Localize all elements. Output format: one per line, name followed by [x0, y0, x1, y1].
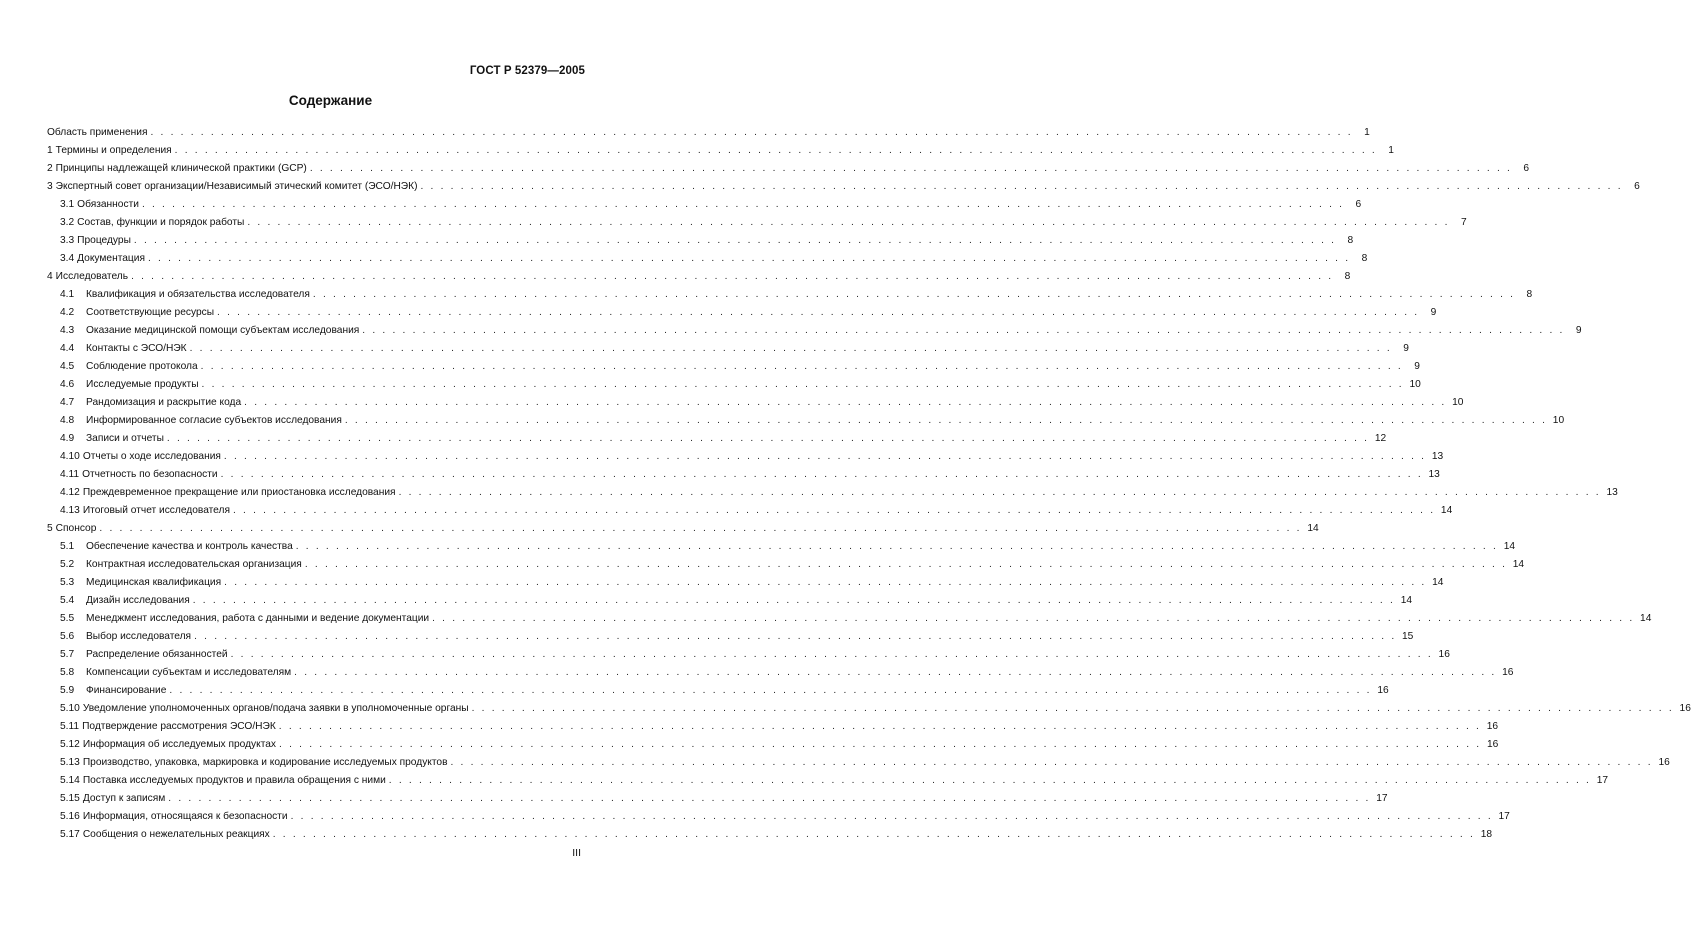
dot-leader: . . . . . . . . . . . . . . . . . . . . . . . . . . . . . . . . . . . . . . . . . . . . . . . . . . . . . . . . . . . . . . . . . . . . . . . . . . . . . . . . . . . . . . . . . . . . . . . . . . . . . . . . . . . . . . . . . . . . . . . . [294, 667, 1497, 678]
toc-entry-page: 14 [1503, 541, 1516, 552]
toc-entry-title: Документация [77, 253, 145, 264]
toc-entry-number: 3.4 [60, 253, 75, 264]
toc-entry-title: Дизайн исследования [86, 595, 190, 606]
toc-entry-page: 14 [1400, 595, 1413, 606]
dot-leader: . . . . . . . . . . . . . . . . . . . . . . . . . . . . . . . . . . . . . . . . . . . . . . . . . . . . . . . . . . . . . . . . . . . . . . . . . . . . . . . . . . . . . . . . . . . . . . . . . . . . . . . . . . . . . . . . . . . . . . . . [168, 793, 1371, 804]
dot-leader: . . . . . . . . . . . . . . . . . . . . . . . . . . . . . . . . . . . . . . . . . . . . . . . . . . . . . . . . . . . . . . . . . . . . . . . . . . . . . . . . . . . . . . . . . . . . . . . . . . . . . . . . . . . . . . . . . . . . . . . . [309, 163, 1513, 174]
toc-entry-page: 16 [1486, 739, 1499, 750]
toc-entry-page: 14 [1307, 523, 1319, 534]
dot-leader: . . . . . . . . . . . . . . . . . . . . . . . . . . . . . . . . . . . . . . . . . . . . . . . . . . . . . . . . . . . . . . . . . . . . . . . . . . . . . . . . . . . . . . . . . . . . . . . . . . . . . . . . . . . . . . . . . . . . . . . . [141, 199, 1345, 210]
toc-entry-page: 16 [1377, 685, 1389, 696]
toc-entry-page: 6 [1523, 163, 1530, 174]
toc-entry-number: 4.5 [60, 361, 75, 372]
toc-entry-title: Сообщения о нежелательных реакциях [82, 829, 270, 840]
toc-entry-number: 4.9 [60, 433, 75, 444]
toc-entry-number: 5.16 [60, 811, 80, 822]
toc-entry-page: 13 [1606, 487, 1618, 498]
toc-entry[interactable] [47, 556, 1525, 574]
toc-entry[interactable] [47, 376, 1421, 394]
toc-entry-page: 16 [1502, 667, 1514, 678]
toc-entry-number: 5.12 [60, 739, 80, 750]
toc-entry[interactable] [47, 574, 1444, 592]
dot-leader: . . . . . . . . . . . . . . . . . . . . . . . . . . . . . . . . . . . . . . . . . . . . . . . . . . . . . . . . . . . . . . . . . . . . . . . . . . . . . . . . . . . . . . . . . . . . . . . . . . . . . . . . . . . . . . . . . . . . . . . . [247, 217, 1450, 228]
toc-entry-number: 5.7 [60, 649, 75, 660]
toc-entry-title: Принципы надлежащей клинической практики (GCP) [55, 163, 307, 174]
toc-entry-page: 18 [1480, 829, 1493, 840]
toc-entry[interactable] [47, 304, 1437, 322]
toc-entry[interactable] [47, 790, 1388, 808]
toc-entry-page: 6 [1634, 181, 1640, 192]
toc-entry-number: 5.1 [60, 541, 75, 552]
toc-entry-number: 4.1 [60, 289, 75, 300]
toc-entry-number: 5.2 [60, 559, 75, 570]
toc-entry-number: 5.11 [60, 721, 80, 732]
toc-entry[interactable] [47, 214, 1467, 232]
toc-entry-title: Оказание медицинской помощи субъектам исследования [86, 325, 360, 336]
toc-entry-page: 16 [1486, 721, 1499, 732]
toc-entry[interactable] [47, 322, 1582, 340]
toc-entry-page: 13 [1428, 469, 1440, 480]
dot-leader: . . . . . . . . . . . . . . . . . . . . . . . . . . . . . . . . . . . . . . . . . . . . . . . . . . . . . . . . . . . . . . . . . . . . . . . . . . . . . . . . . . . . . . . . . . . . . . . . . . . . . . . . . . . . . . . . . . . . . . . . [131, 271, 1334, 282]
toc-entry-title: Исследователь [55, 271, 129, 282]
dot-leader: . . . . . . . . . . . . . . . . . . . . . . . . . . . . . . . . . . . . . . . . . . . . . . . . . . . . . . . . . . . . . . . . . . . . . . . . . . . . . . . . . . . . . . . . . . . . . . . . . . . . . . . . . . . . . . . . . . . . . . . . [200, 361, 1403, 372]
dot-leader: . . . . . . . . . . . . . . . . . . . . . . . . . . . . . . . . . . . . . . . . . . . . . . . . . . . . . . . . . . . . . . . . . . . . . . . . . . . . . . . . . . . . . . . . . . . . . . . . . . . . . . . . . . . . . . . . . . . . . . . . [194, 631, 1397, 642]
toc-entry-number: 3 [47, 181, 53, 192]
dot-leader: . . . . . . . . . . . . . . . . . . . . . . . . . . . . . . . . . . . . . . . . . . . . . . . . . . . . . . . . . . . . . . . . . . . . . . . . . . . . . . . . . . . . . . . . . . . . . . . . . . . . . . . . . . . . . . . . . . . . . . . . [432, 613, 1635, 624]
toc-entry[interactable] [47, 124, 1370, 142]
toc-entry[interactable] [47, 268, 1351, 286]
toc-entry-page: 1 [1388, 145, 1394, 156]
toc-entry-title: Состав, функции и порядок работы [77, 217, 245, 228]
dot-leader: . . . . . . . . . . . . . . . . . . . . . . . . . . . . . . . . . . . . . . . . . . . . . . . . . . . . . . . . . . . . . . . . . . . . . . . . . . . . . . . . . . . . . . . . . . . . . . . . . . . . . . . . . . . . . . . . . . . . . . . . [192, 595, 1396, 606]
toc-entry[interactable] [47, 250, 1368, 268]
dot-leader: . . . . . . . . . . . . . . . . . . . . . . . . . . . . . . . . . . . . . . . . . . . . . . . . . . . . . . . . . . . . . . . . . . . . . . . . . . . . . . . . . . . . . . . . . . . . . . . . . . . . . . . . . . . . . . . . . . . . . . . . [362, 325, 1565, 336]
dot-leader: . . . . . . . . . . . . . . . . . . . . . . . . . . . . . . . . . . . . . . . . . . . . . . . . . . . . . . . . . . . . . . . . . . . . . . . . . . . . . . . . . . . . . . . . . . . . . . . . . . . . . . . . . . . . . . . . . . . . . . . . [244, 397, 1447, 408]
toc-entry[interactable] [47, 772, 1609, 790]
toc-entry[interactable] [47, 826, 1493, 844]
toc-entry-title: Контрактная исследовательская организация [86, 559, 302, 570]
toc-entry[interactable] [47, 232, 1354, 250]
toc-entry[interactable] [47, 700, 1691, 718]
toc-entry[interactable] [47, 736, 1499, 754]
toc-entry[interactable] [47, 178, 1640, 196]
toc-entry-title: Информированное согласие субъектов исследования [86, 415, 342, 426]
toc-entry-number: 4.4 [60, 343, 75, 354]
toc-entry-page: 13 [1431, 451, 1444, 462]
toc-entry-title: Менеджмент исследования, работа с данными и ведение документации [86, 613, 430, 624]
toc-entry-number: 5.9 [60, 685, 75, 696]
toc-entry[interactable] [47, 196, 1362, 214]
toc-entry-page: 15 [1402, 631, 1414, 642]
toc-entry-title: Спонсор [55, 523, 97, 534]
toc-entry-page: 16 [1658, 757, 1670, 768]
toc-entry-page: 7 [1460, 217, 1467, 228]
toc-entry-title: Обязанности [77, 199, 139, 210]
toc-entry[interactable] [47, 682, 1389, 700]
toc-entry[interactable] [47, 160, 1530, 178]
toc-entry[interactable] [47, 412, 1565, 430]
toc-entry-title: Медицинская квалификация [86, 577, 222, 588]
dot-leader: . . . . . . . . . . . . . . . . . . . . . . . . . . . . . . . . . . . . . . . . . . . . . . . . . . . . . . . . . . . . . . . . . . . . . . . . . . . . . . . . . . . . . . . . . . . . . . . . . . . . . . . . . . . . . . . . . . . . . . . . [201, 379, 1404, 390]
toc-entry-page: 17 [1376, 793, 1388, 804]
dot-leader: . . . . . . . . . . . . . . . . . . . . . . . . . . . . . . . . . . . . . . . . . . . . . . . . . . . . . . . . . . . . . . . . . . . . . . . . . . . . . . . . . . . . . . . . . . . . . . . . . . . . . . . . . . . . . . . . . . . . . . . . [230, 649, 1433, 660]
toc-entry[interactable] [47, 448, 1444, 466]
toc-entry[interactable] [47, 664, 1514, 682]
toc-entry-title: Соблюдение протокола [86, 361, 198, 372]
toc-entry-title: Финансирование [86, 685, 167, 696]
toc-entry-number: 4.8 [60, 415, 75, 426]
toc-entry-number: 5.14 [60, 775, 80, 786]
toc-entry-title: Подтверждение рассмотрения ЭСО/НЭК [82, 721, 276, 732]
toc-entry-page: 16 [1438, 649, 1450, 660]
toc-entry-number: 4.2 [60, 307, 75, 318]
toc-entry[interactable] [47, 340, 1409, 358]
toc-entry-title: Распределение обязанностей [86, 649, 228, 660]
toc-entry-number: 4 [47, 271, 53, 282]
toc-entry-title: Информация, относящаяся к безопасности [82, 811, 288, 822]
toc-entry-number: 4.6 [60, 379, 75, 390]
dot-leader: . . . . . . . . . . . . . . . . . . . . . . . . . . . . . . . . . . . . . . . . . . . . . . . . . . . . . . . . . . . . . . . . . . . . . . . . . . . . . . . . . . . . . . . . . . . . . . . . . . . . . . . . . . . . . . . . . . . . . . . . [166, 433, 1370, 444]
toc-title: Содержание [288, 93, 373, 108]
toc-entry[interactable] [47, 520, 1319, 538]
toc-entry-page: 6 [1355, 199, 1362, 210]
toc-entry-title: Записи и отчеты [86, 433, 164, 444]
toc-entry-title: Обеспечение качества и контроль качества [86, 541, 293, 552]
toc-entry[interactable] [47, 592, 1413, 610]
dot-leader: . . . . . . . . . . . . . . . . . . . . . . . . . . . . . . . . . . . . . . . . . . . . . . . . . . . . . . . . . . . . . . . . . . . . . . . . . . . . . . . . . . . . . . . . . . . . . . . . . . . . . . . . . . . . . . . . . . . . . . . . [147, 253, 1351, 264]
toc-entry-number: 5.17 [60, 829, 80, 840]
toc-entry-number: 4.10 [60, 451, 80, 462]
toc-entry-title: Процедуры [77, 235, 131, 246]
toc-entry-page: 16 [1679, 703, 1691, 714]
toc-entry-title: Уведомление уполномоченных органов/подача заявки в уполномоченные органы [82, 703, 469, 714]
dot-leader: . . . . . . . . . . . . . . . . . . . . . . . . . . . . . . . . . . . . . . . . . . . . . . . . . . . . . . . . . . . . . . . . . . . . . . . . . . . . . . . . . . . . . . . . . . . . . . . . . . . . . . . . . . . . . . . . . . . . . . . . [420, 181, 1623, 192]
dot-leader: . . . . . . . . . . . . . . . . . . . . . . . . . . . . . . . . . . . . . . . . . . . . . . . . . . . . . . . . . . . . . . . . . . . . . . . . . . . . . . . . . . . . . . . . . . . . . . . . . . . . . . . . . . . . . . . . . . . . . . . . [174, 145, 1377, 156]
dot-leader: . . . . . . . . . . . . . . . . . . . . . . . . . . . . . . . . . . . . . . . . . . . . . . . . . . . . . . . . . . . . . . . . . . . . . . . . . . . . . . . . . . . . . . . . . . . . . . . . . . . . . . . . . . . . . . . . . . . . . . . . [398, 487, 1601, 498]
dot-leader: . . . . . . . . . . . . . . . . . . . . . . . . . . . . . . . . . . . . . . . . . . . . . . . . . . . . . . . . . . . . . . . . . . . . . . . . . . . . . . . . . . . . . . . . . . . . . . . . . . . . . . . . . . . . . . . . . . . . . . . . [189, 343, 1392, 354]
toc-entry-number: 2 [47, 163, 53, 174]
toc-entry-number: 3.1 [60, 199, 75, 210]
toc-entry-number: 5.6 [60, 631, 75, 642]
dot-leader: . . . . . . . . . . . . . . . . . . . . . . . . . . . . . . . . . . . . . . . . . . . . . . . . . . . . . . . . . . . . . . . . . . . . . . . . . . . . . . . . . . . . . . . . . . . . . . . . . . . . . . . . . . . . . . . . . . . . . . . . [217, 307, 1420, 318]
toc-entry-title: Выбор исследователя [86, 631, 192, 642]
toc-entry[interactable] [47, 358, 1420, 376]
toc-entry-title: Отчетность по безопасности [82, 469, 218, 480]
toc-entry-page: 9 [1575, 325, 1582, 336]
toc-entry[interactable] [47, 142, 1394, 160]
dot-leader: . . . . . . . . . . . . . . . . . . . . . . . . . . . . . . . . . . . . . . . . . . . . . . . . . . . . . . . . . . . . . . . . . . . . . . . . . . . . . . . . . . . . . . . . . . . . . . . . . . . . . . . . . . . . . . . . . . . . . . . . [290, 811, 1493, 822]
toc-entry-page: 10 [1409, 379, 1421, 390]
toc-entry-number: 5.13 [60, 757, 80, 768]
document-id: ГОСТ Р 52379—2005 [469, 65, 585, 77]
toc-entry-title: Термины и определения [55, 145, 172, 156]
toc-entry-number: 5.8 [60, 667, 75, 678]
dot-leader: . . . . . . . . . . . . . . . . . . . . . . . . . . . . . . . . . . . . . . . . . . . . . . . . . . . . . . . . . . . . . . . . . . . . . . . . . . . . . . . . . . . . . . . . . . . . . . . . . . . . . . . . . . . . . . . . . . . . . . . . [471, 703, 1674, 714]
toc-entry-number: 5.10 [60, 703, 80, 714]
toc-entry[interactable] [47, 466, 1440, 484]
toc-entry-number: 5 [47, 523, 53, 534]
toc-entry-title: Соответствующие ресурсы [86, 307, 215, 318]
toc-entry-page: 12 [1374, 433, 1387, 444]
toc-entry-title: Область применения [47, 127, 148, 138]
toc-entry-title: Компенсации субъектам и исследователям [86, 667, 292, 678]
toc-entry[interactable] [47, 646, 1450, 664]
dot-leader: . . . . . . . . . . . . . . . . . . . . . . . . . . . . . . . . . . . . . . . . . . . . . . . . . . . . . . . . . . . . . . . . . . . . . . . . . . . . . . . . . . . . . . . . . . . . . . . . . . . . . . . . . . . . . . . . . . . . . . . . [388, 775, 1592, 786]
toc-entry[interactable] [47, 430, 1387, 448]
toc-entry-title: Исследуемые продукты [86, 379, 199, 390]
toc-entry-title: Информация об исследуемых продуктах [82, 739, 277, 750]
toc-entry-page: 9 [1430, 307, 1437, 318]
dot-leader: . . . . . . . . . . . . . . . . . . . . . . . . . . . . . . . . . . . . . . . . . . . . . . . . . . . . . . . . . . . . . . . . . . . . . . . . . . . . . . . . . . . . . . . . . . . . . . . . . . . . . . . . . . . . . . . . . . . . . . . . [312, 289, 1516, 300]
dot-leader: . . . . . . . . . . . . . . . . . . . . . . . . . . . . . . . . . . . . . . . . . . . . . . . . . . . . . . . . . . . . . . . . . . . . . . . . . . . . . . . . . . . . . . . . . . . . . . . . . . . . . . . . . . . . . . . . . . . . . . . . [450, 757, 1653, 768]
toc-entry-title: Квалификация и обязательства исследователя [86, 289, 310, 300]
toc-entry[interactable] [47, 610, 1652, 628]
toc-entry-number: 4.13 [60, 505, 80, 516]
toc-entry[interactable] [47, 286, 1533, 304]
toc-entry-page: 14 [1432, 577, 1444, 588]
toc-entry[interactable] [47, 484, 1618, 502]
toc-entry-number: 4.12 [60, 487, 80, 498]
toc-entry-page: 1 [1364, 127, 1370, 138]
toc-entry-title: Отчеты о ходе исследования [82, 451, 221, 462]
toc-entry-page: 17 [1596, 775, 1609, 786]
dot-leader: . . . . . . . . . . . . . . . . . . . . . . . . . . . . . . . . . . . . . . . . . . . . . . . . . . . . . . . . . . . . . . . . . . . . . . . . . . . . . . . . . . . . . . . . . . . . . . . . . . . . . . . . . . . . . . . . . . . . . . . . [344, 415, 1548, 426]
toc-entry-page: 14 [1440, 505, 1453, 516]
dot-leader: . . . . . . . . . . . . . . . . . . . . . . . . . . . . . . . . . . . . . . . . . . . . . . . . . . . . . . . . . . . . . . . . . . . . . . . . . . . . . . . . . . . . . . . . . . . . . . . . . . . . . . . . . . . . . . . . . . . . . . . . [99, 523, 1302, 534]
toc-entry-page: 8 [1347, 235, 1354, 246]
toc-entry-number: 4.7 [60, 397, 75, 408]
toc-entry-page: 9 [1403, 343, 1409, 354]
toc-entry-page: 14 [1512, 559, 1525, 570]
toc-entry-title: Доступ к записям [82, 793, 166, 804]
toc-entry-number: 1 [47, 145, 53, 156]
toc-entry-number: 5.4 [60, 595, 75, 606]
toc-entry-page: 10 [1452, 397, 1464, 408]
toc-entry-title: Рандомизация и раскрытие кода [86, 397, 242, 408]
page-number: III [572, 847, 581, 859]
dot-leader: . . . . . . . . . . . . . . . . . . . . . . . . . . . . . . . . . . . . . . . . . . . . . . . . . . . . . . . . . . . . . . . . . . . . . . . . . . . . . . . . . . . . . . . . . . . . . . . . . . . . . . . . . . . . . . . . . . . . . . . . [232, 505, 1436, 516]
toc-entry[interactable] [47, 502, 1453, 520]
dot-leader: . . . . . . . . . . . . . . . . . . . . . . . . . . . . . . . . . . . . . . . . . . . . . . . . . . . . . . . . . . . . . . . . . . . . . . . . . . . . . . . . . . . . . . . . . . . . . . . . . . . . . . . . . . . . . . . . . . . . . . . . [279, 739, 1482, 750]
toc-entry-number: 5.15 [60, 793, 80, 804]
dot-leader: . . . . . . . . . . . . . . . . . . . . . . . . . . . . . . . . . . . . . . . . . . . . . . . . . . . . . . . . . . . . . . . . . . . . . . . . . . . . . . . . . . . . . . . . . . . . . . . . . . . . . . . . . . . . . . . . . . . . . . . . [220, 469, 1423, 480]
toc-entry-number: 3.3 [60, 235, 75, 246]
toc-entry-page: 8 [1344, 271, 1351, 282]
dot-leader: . . . . . . . . . . . . . . . . . . . . . . . . . . . . . . . . . . . . . . . . . . . . . . . . . . . . . . . . . . . . . . . . . . . . . . . . . . . . . . . . . . . . . . . . . . . . . . . . . . . . . . . . . . . . . . . . . . . . . . . . [169, 685, 1372, 696]
toc-entry-title: Поставка исследуемых продуктов и правила обращения с ними [82, 775, 386, 786]
dot-leader: . . . . . . . . . . . . . . . . . . . . . . . . . . . . . . . . . . . . . . . . . . . . . . . . . . . . . . . . . . . . . . . . . . . . . . . . . . . . . . . . . . . . . . . . . . . . . . . . . . . . . . . . . . . . . . . . . . . . . . . . [272, 829, 1476, 840]
toc-entry[interactable] [47, 754, 1670, 772]
dot-leader: . . . . . . . . . . . . . . . . . . . . . . . . . . . . . . . . . . . . . . . . . . . . . . . . . . . . . . . . . . . . . . . . . . . . . . . . . . . . . . . . . . . . . . . . . . . . . . . . . . . . . . . . . . . . . . . . . . . . . . . . [295, 541, 1499, 552]
toc-entry[interactable] [47, 628, 1414, 646]
toc-entry[interactable] [47, 394, 1464, 412]
toc-entry[interactable] [47, 718, 1499, 736]
dot-leader: . . . . . . . . . . . . . . . . . . . . . . . . . . . . . . . . . . . . . . . . . . . . . . . . . . . . . . . . . . . . . . . . . . . . . . . . . . . . . . . . . . . . . . . . . . . . . . . . . . . . . . . . . . . . . . . . . . . . . . . . [133, 235, 1337, 246]
toc-entry-page: 10 [1552, 415, 1565, 426]
table-of-contents [47, 124, 1691, 844]
toc-entry-title: Итоговый отчет исследователя [82, 505, 230, 516]
dot-leader: . . . . . . . . . . . . . . . . . . . . . . . . . . . . . . . . . . . . . . . . . . . . . . . . . . . . . . . . . . . . . . . . . . . . . . . . . . . . . . . . . . . . . . . . . . . . . . . . . . . . . . . . . . . . . . . . . . . . . . . . [223, 451, 1427, 462]
toc-entry[interactable] [47, 808, 1510, 826]
toc-entry-title: Производство, упаковка, маркировка и кодирование исследуемых продуктов [82, 757, 448, 768]
toc-entry-page: 14 [1640, 613, 1652, 624]
toc-entry-number: 5.5 [60, 613, 75, 624]
toc-entry[interactable] [47, 538, 1516, 556]
toc-entry-number: 4.3 [60, 325, 75, 336]
dot-leader: . . . . . . . . . . . . . . . . . . . . . . . . . . . . . . . . . . . . . . . . . . . . . . . . . . . . . . . . . . . . . . . . . . . . . . . . . . . . . . . . . . . . . . . . . . . . . . . . . . . . . . . . . . . . . . . . . . . . . . . . [150, 127, 1353, 138]
toc-entry-page: 8 [1361, 253, 1368, 264]
toc-entry-title: Преждевременное прекращение или приостановка исследования [82, 487, 396, 498]
toc-entry-title: Экспертный совет организации/Независимый этический комитет (ЭСО/НЭК) [55, 181, 418, 192]
toc-entry-title: Контакты с ЭСО/НЭК [86, 343, 187, 354]
toc-entry-number: 4.11 [60, 469, 80, 480]
toc-entry-number: 5.3 [60, 577, 75, 588]
toc-entry-page: 9 [1414, 361, 1420, 372]
toc-entry-page: 17 [1498, 811, 1510, 822]
dot-leader: . . . . . . . . . . . . . . . . . . . . . . . . . . . . . . . . . . . . . . . . . . . . . . . . . . . . . . . . . . . . . . . . . . . . . . . . . . . . . . . . . . . . . . . . . . . . . . . . . . . . . . . . . . . . . . . . . . . . . . . . [278, 721, 1482, 732]
dot-leader: . . . . . . . . . . . . . . . . . . . . . . . . . . . . . . . . . . . . . . . . . . . . . . . . . . . . . . . . . . . . . . . . . . . . . . . . . . . . . . . . . . . . . . . . . . . . . . . . . . . . . . . . . . . . . . . . . . . . . . . . [224, 577, 1427, 588]
toc-entry-number: 3.2 [60, 217, 75, 228]
dot-leader: . . . . . . . . . . . . . . . . . . . . . . . . . . . . . . . . . . . . . . . . . . . . . . . . . . . . . . . . . . . . . . . . . . . . . . . . . . . . . . . . . . . . . . . . . . . . . . . . . . . . . . . . . . . . . . . . . . . . . . . . [304, 559, 1508, 570]
toc-entry-page: 8 [1526, 289, 1533, 300]
